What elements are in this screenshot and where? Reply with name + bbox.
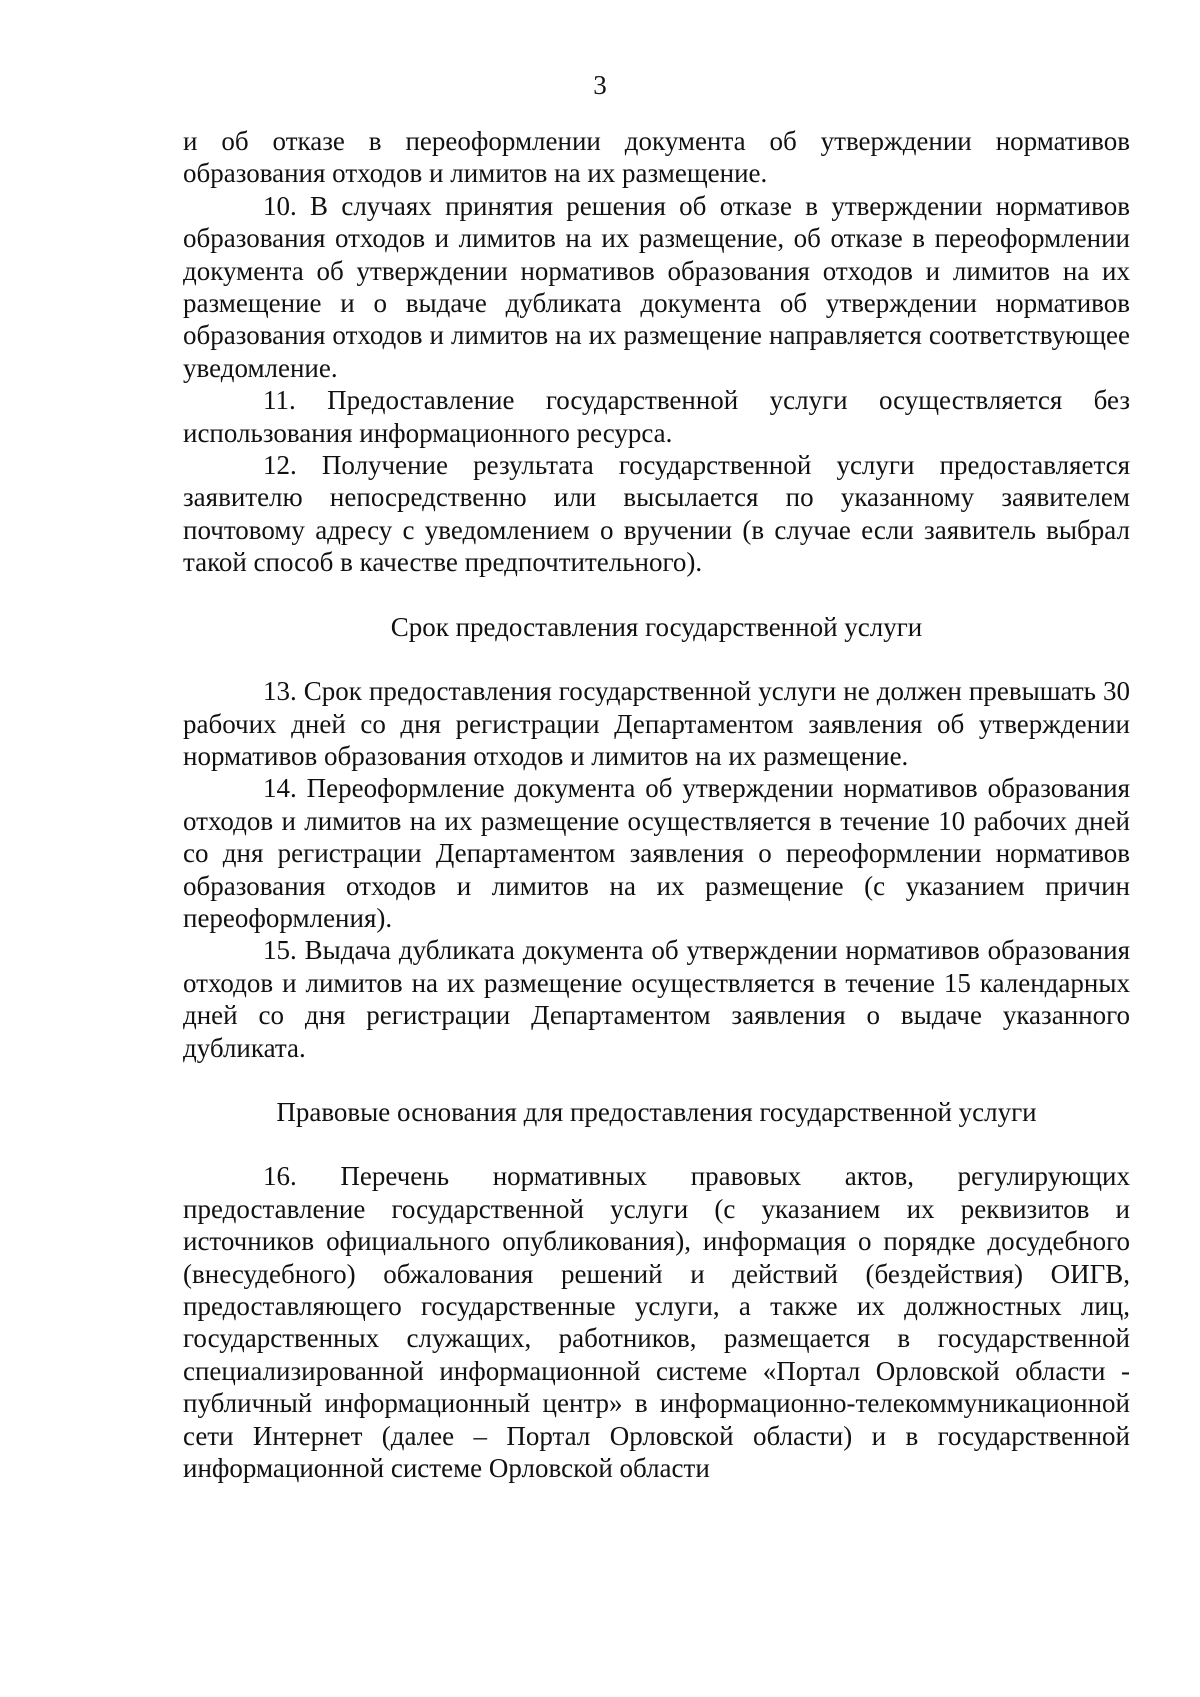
document-body [183, 125, 1130, 1484]
paragraph-12: 12. Получение результата государственной услуги предоставляется заявителю непосредственно или высылается по указанному заявителем почтовому адресу с уведомлением о вручении (в случае если заявитель выбрал такой способ в качестве предпочтительного). [183, 450, 1130, 578]
paragraph-16: 16. Перечень нормативных правовых актов, регулирующих предоставление государственной услуги (с указанием их реквизитов и источников официального опубликования), информация о порядке досудебного (внесудебного) обжалования решений и действий (бездействия) ОИГВ, предоставляющего государственные услуги, а также их должностных лиц, государственных служащих, работников, размещается в государственной специализированной информационной системе «Портал Орловской области - публичный информационный центр» в информационно-телекоммуникационной сети Интернет (далее – Портал Орловской области) и в государственной информационной системе Орловской области [183, 1161, 1130, 1484]
paragraph-continuation: и об отказе в переоформлении документа об утверждении нормативов образования отходов и лимитов на их размещение. [183, 126, 1130, 189]
section-middle [183, 675, 1130, 1064]
paragraph-10: 10. В случаях принятия решения об отказе в утверждении нормативов образования отходов и лимитов на их размещение, об отказе в переоформлении документа об утверждении нормативов образования отходов и лимитов на их размещение и о выдаче дубликата документа об утверждении нормативов образования отходов и лимитов на их размещение направляется соответствующее уведомление. [183, 190, 1130, 383]
page-number: 3 [593, 70, 607, 100]
section-bottom [183, 1160, 1130, 1484]
paragraph-15: 15. Выдача дубликата документа об утверждении нормативов образования отходов и лимитов на их размещение осуществляется в течение 15 календарных дней со дня регистрации Департаментом заявления о выдаче указанного дубликата. [183, 935, 1130, 1063]
section-heading-term: Срок предоставления государственной услуги [390, 611, 923, 642]
section-top [183, 125, 1130, 579]
paragraph-11: 11. Предоставление государственной услуги осуществляется без использования информационного ресурса. [183, 385, 1130, 448]
paragraph-14: 14. Переоформление документа об утверждении нормативов образования отходов и лимитов на их размещение осуществляется в течение 10 рабочих дней со дня регистрации Департаментом заявления о переоформлении нормативов образования отходов и лимитов на их размещение (с указанием причин переоформления). [183, 773, 1130, 933]
paragraph-13: 13. Срок предоставления государственной услуги не должен превышать 30 рабочих дней со дня регистрации Департаментом заявления об утверждении нормативов образования отходов и лимитов на их размещение. [183, 676, 1130, 771]
section-heading-legal-basis: Правовые основания для предоставления государственной услуги [276, 1096, 1037, 1127]
